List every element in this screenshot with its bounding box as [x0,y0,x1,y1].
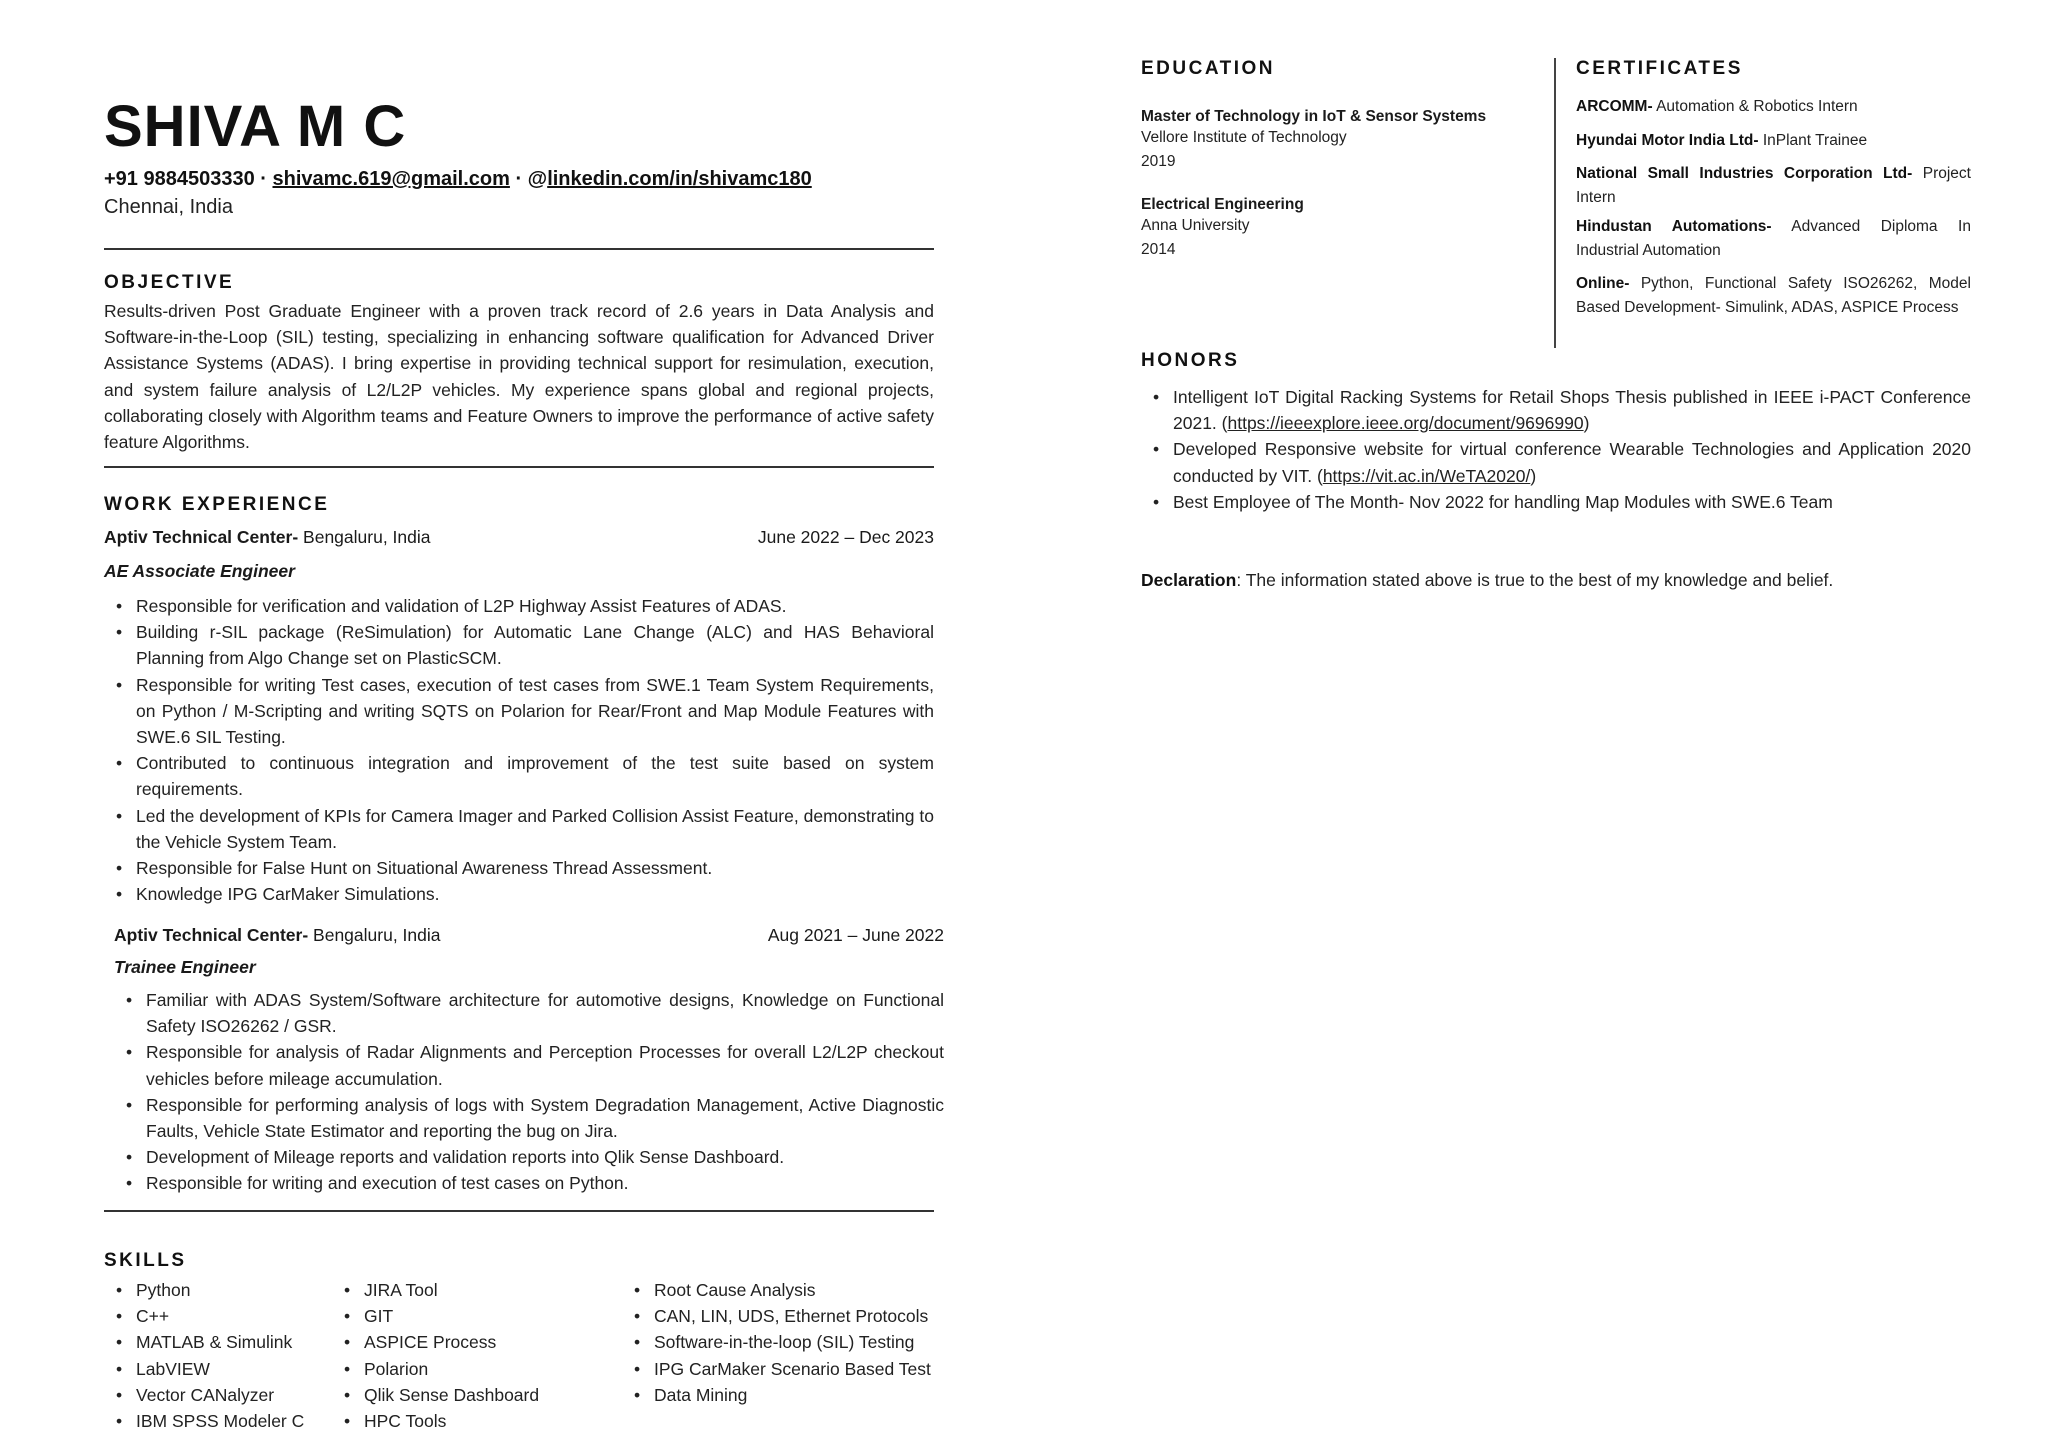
skill-item: • Data Mining [622,1382,944,1408]
job-location: Bengaluru, India [298,527,431,547]
skill-item: • Python [104,1277,324,1303]
skill-item: • HPC Tools [332,1408,582,1434]
skills-heading: SKILLS [104,1250,187,1271]
education-item [1141,196,1511,262]
skill-item: • CAN, LIN, UDS, Ethernet Protocols [622,1303,944,1329]
certificate-item [1576,162,1971,209]
graduation-year: 2014 [1141,241,1176,258]
job-header [114,925,944,946]
list-item: • Responsible for verification and validation of L2P Highway Assist Features of ADAS. [104,593,934,619]
list-item: • Responsible for analysis of Radar Alignments and Perception Processes for overall L2/L2P checkout vehicles before mileage accumulation. [114,1039,944,1091]
phone-number: +91 9884503330 [104,168,255,190]
certificate-item [1576,129,1971,153]
skills-column [104,1277,324,1434]
skill-item: • LabVIEW [104,1356,324,1382]
objective-text: Results-driven Post Graduate Engineer with a proven track record of 2.6 years in Data Analysis and Software-in-the-Loop (SIL) testing, specializing in enhancing software qualification for Advanced Driver Assistance Systems (ADAS). I bring expertise in providing technical support for resimulation, execution, and system failure analysis of L2/L2P vehicles. My experience spans global and regional projects, collaborating closely with Algorithm teams and Feature Owners to improve the performance of active safety feature Algorithms. [104,301,934,453]
honor-text: Best Employee of The Month- Nov 2022 for handling Map Modules with SWE.6 Team [1173,491,1833,512]
degree-title: Master of Technology in IoT & Sensor Systems [1141,108,1487,125]
certificate-item [1576,272,1971,319]
certificate-item [1576,95,1971,119]
section-divider [104,248,934,250]
certificate-org: Hindustan Automations- [1576,218,1772,235]
honors-list [1141,384,1971,515]
list-item [1141,489,1971,515]
skill-item: • ASPICE Process [332,1329,582,1355]
honor-text: ) [1583,413,1590,434]
section-divider [104,1210,934,1212]
education-heading: EDUCATION [1141,58,1276,79]
column-divider [1554,58,1556,348]
list-item: • Development of Mileage reports and validation reports into Qlik Sense Dashboard. [114,1144,944,1170]
skill-item: • IBM SPSS Modeler C [104,1408,324,1434]
job-role: AE Associate Engineer [104,561,295,581]
list-item: • Knowledge IPG CarMaker Simulations. [104,881,934,907]
school-name: Vellore Institute of Technology [1141,129,1347,146]
skill-item: • Vector CANalyzer [104,1382,324,1408]
email-link[interactable]: shivamc.619@gmail.com [272,168,510,190]
candidate-name: SHIVA M C [104,94,407,159]
certificate-desc: Python, Functional Safety ISO26262, Model Based Development- Simulink, ADAS, ASPICE Process [1576,275,1971,316]
honor-link[interactable]: https://ieeexplore.ieee.org/document/9696990 [1227,413,1584,434]
job-role: Trainee Engineer [114,957,256,977]
company-name: Aptiv Technical Center- [104,527,299,547]
honor-text: Intelligent IoT Digital Racking Systems for Retail Shops Thesis published in IEEE i-PACT Conference 2021. ( [1173,387,1971,434]
certificate-desc: Automation & Robotics Intern [1652,98,1858,115]
skills-column [332,1277,582,1434]
honor-link[interactable]: https://vit.ac.in/WeTA2020/ [1322,465,1531,486]
section-divider [104,466,934,468]
declaration [1141,570,1833,591]
company-name: Aptiv Technical Center- [114,925,309,945]
skill-item: • Qlik Sense Dashboard [332,1382,582,1408]
objective-heading: OBJECTIVE [104,272,235,293]
certificate-desc: InPlant Trainee [1758,131,1868,149]
certificates-heading: CERTIFICATES [1576,58,1743,79]
certificate-desc: Project Intern [1576,165,1971,206]
skill-item: • Software-in-the-loop (SIL) Testing [622,1329,944,1355]
honors-heading: HONORS [1141,350,1240,371]
skill-item: • JIRA Tool [332,1277,582,1303]
list-item: • Led the development of KPIs for Camera Imager and Parked Collision Assist Feature, demonstrating to the Vehicle System Team. [104,803,934,855]
certificate-org: ARCOMM- [1576,98,1653,115]
job-location: Bengaluru, India [308,925,441,945]
skill-item: • Polarion [332,1356,582,1382]
skills-column [622,1277,944,1408]
certificate-org: Hyundai Motor India Ltd- [1576,131,1759,149]
contact-line [104,168,812,191]
list-item [1141,384,1971,436]
job-dates: June 2022 – Dec 2023 [757,527,934,547]
separator: · @ [509,168,548,190]
certificates-list [1576,95,1971,319]
certificate-item [1576,215,1971,262]
skill-item: • GIT [332,1303,582,1329]
skill-item: • C++ [104,1303,324,1329]
skill-item: • Root Cause Analysis [622,1277,944,1303]
job-bullets [114,987,944,1197]
job-header [104,527,934,548]
list-item: • Familiar with ADAS System/Software architecture for automotive designs, Knowledge on Functional Safety ISO26262 / GSR. [114,987,944,1039]
work-experience-heading: WORK EXPERIENCE [104,494,330,515]
list-item: • Responsible for False Hunt on Situational Awareness Thread Assessment. [104,855,934,881]
list-item: • Contributed to continuous integration and improvement of the test suite based on system requirements. [104,750,934,802]
honor-text: Developed Responsive website for virtual conference Wearable Technologies and Application 2020 conducted by VIT. ( [1173,439,1971,486]
list-item: • Responsible for writing Test cases, execution of test cases from SWE.1 Team System Requirements, on Python / M-Scripting and writing SQTS on Polarion for Rear/Front and Map Module Features with SWE.6 SIL Testing. [104,672,934,751]
certificate-org: National Small Industries Corporation Ltd- [1576,165,1913,182]
location: Chennai, India [104,196,233,218]
skill-item: • IPG CarMaker Scenario Based Test [622,1356,944,1382]
list-item: • Responsible for writing and execution of test cases on Python. [114,1170,944,1196]
list-item: • Building r-SIL package (ReSimulation) for Automatic Lane Change (ALC) and HAS Behavioral Planning from Algo Change set on PlasticSCM. [104,619,934,671]
declaration-text: : The information stated above is true to the best of my knowledge and belief. [1236,570,1834,590]
job-dates: Aug 2021 – June 2022 [767,925,944,945]
separator: · [254,168,273,190]
certificate-org: Online- [1576,275,1630,292]
certificate-desc: Advanced Diploma In Industrial Automation [1576,218,1971,259]
honor-text: ) [1530,465,1537,486]
skill-item: • MATLAB & Simulink [104,1329,324,1355]
graduation-year: 2019 [1141,153,1176,170]
education-item [1141,108,1511,174]
school-name: Anna University [1141,217,1250,234]
declaration-label: Declaration [1141,570,1237,590]
degree-title: Electrical Engineering [1141,196,1304,213]
list-item [1141,436,1971,488]
linkedin-link[interactable]: linkedin.com/in/shivamc180 [547,168,812,190]
list-item: • Responsible for performing analysis of logs with System Degradation Management, Active Diagnostic Faults, Vehicle State Estimator and reporting the bug on Jira. [114,1092,944,1144]
job-bullets [104,593,934,907]
